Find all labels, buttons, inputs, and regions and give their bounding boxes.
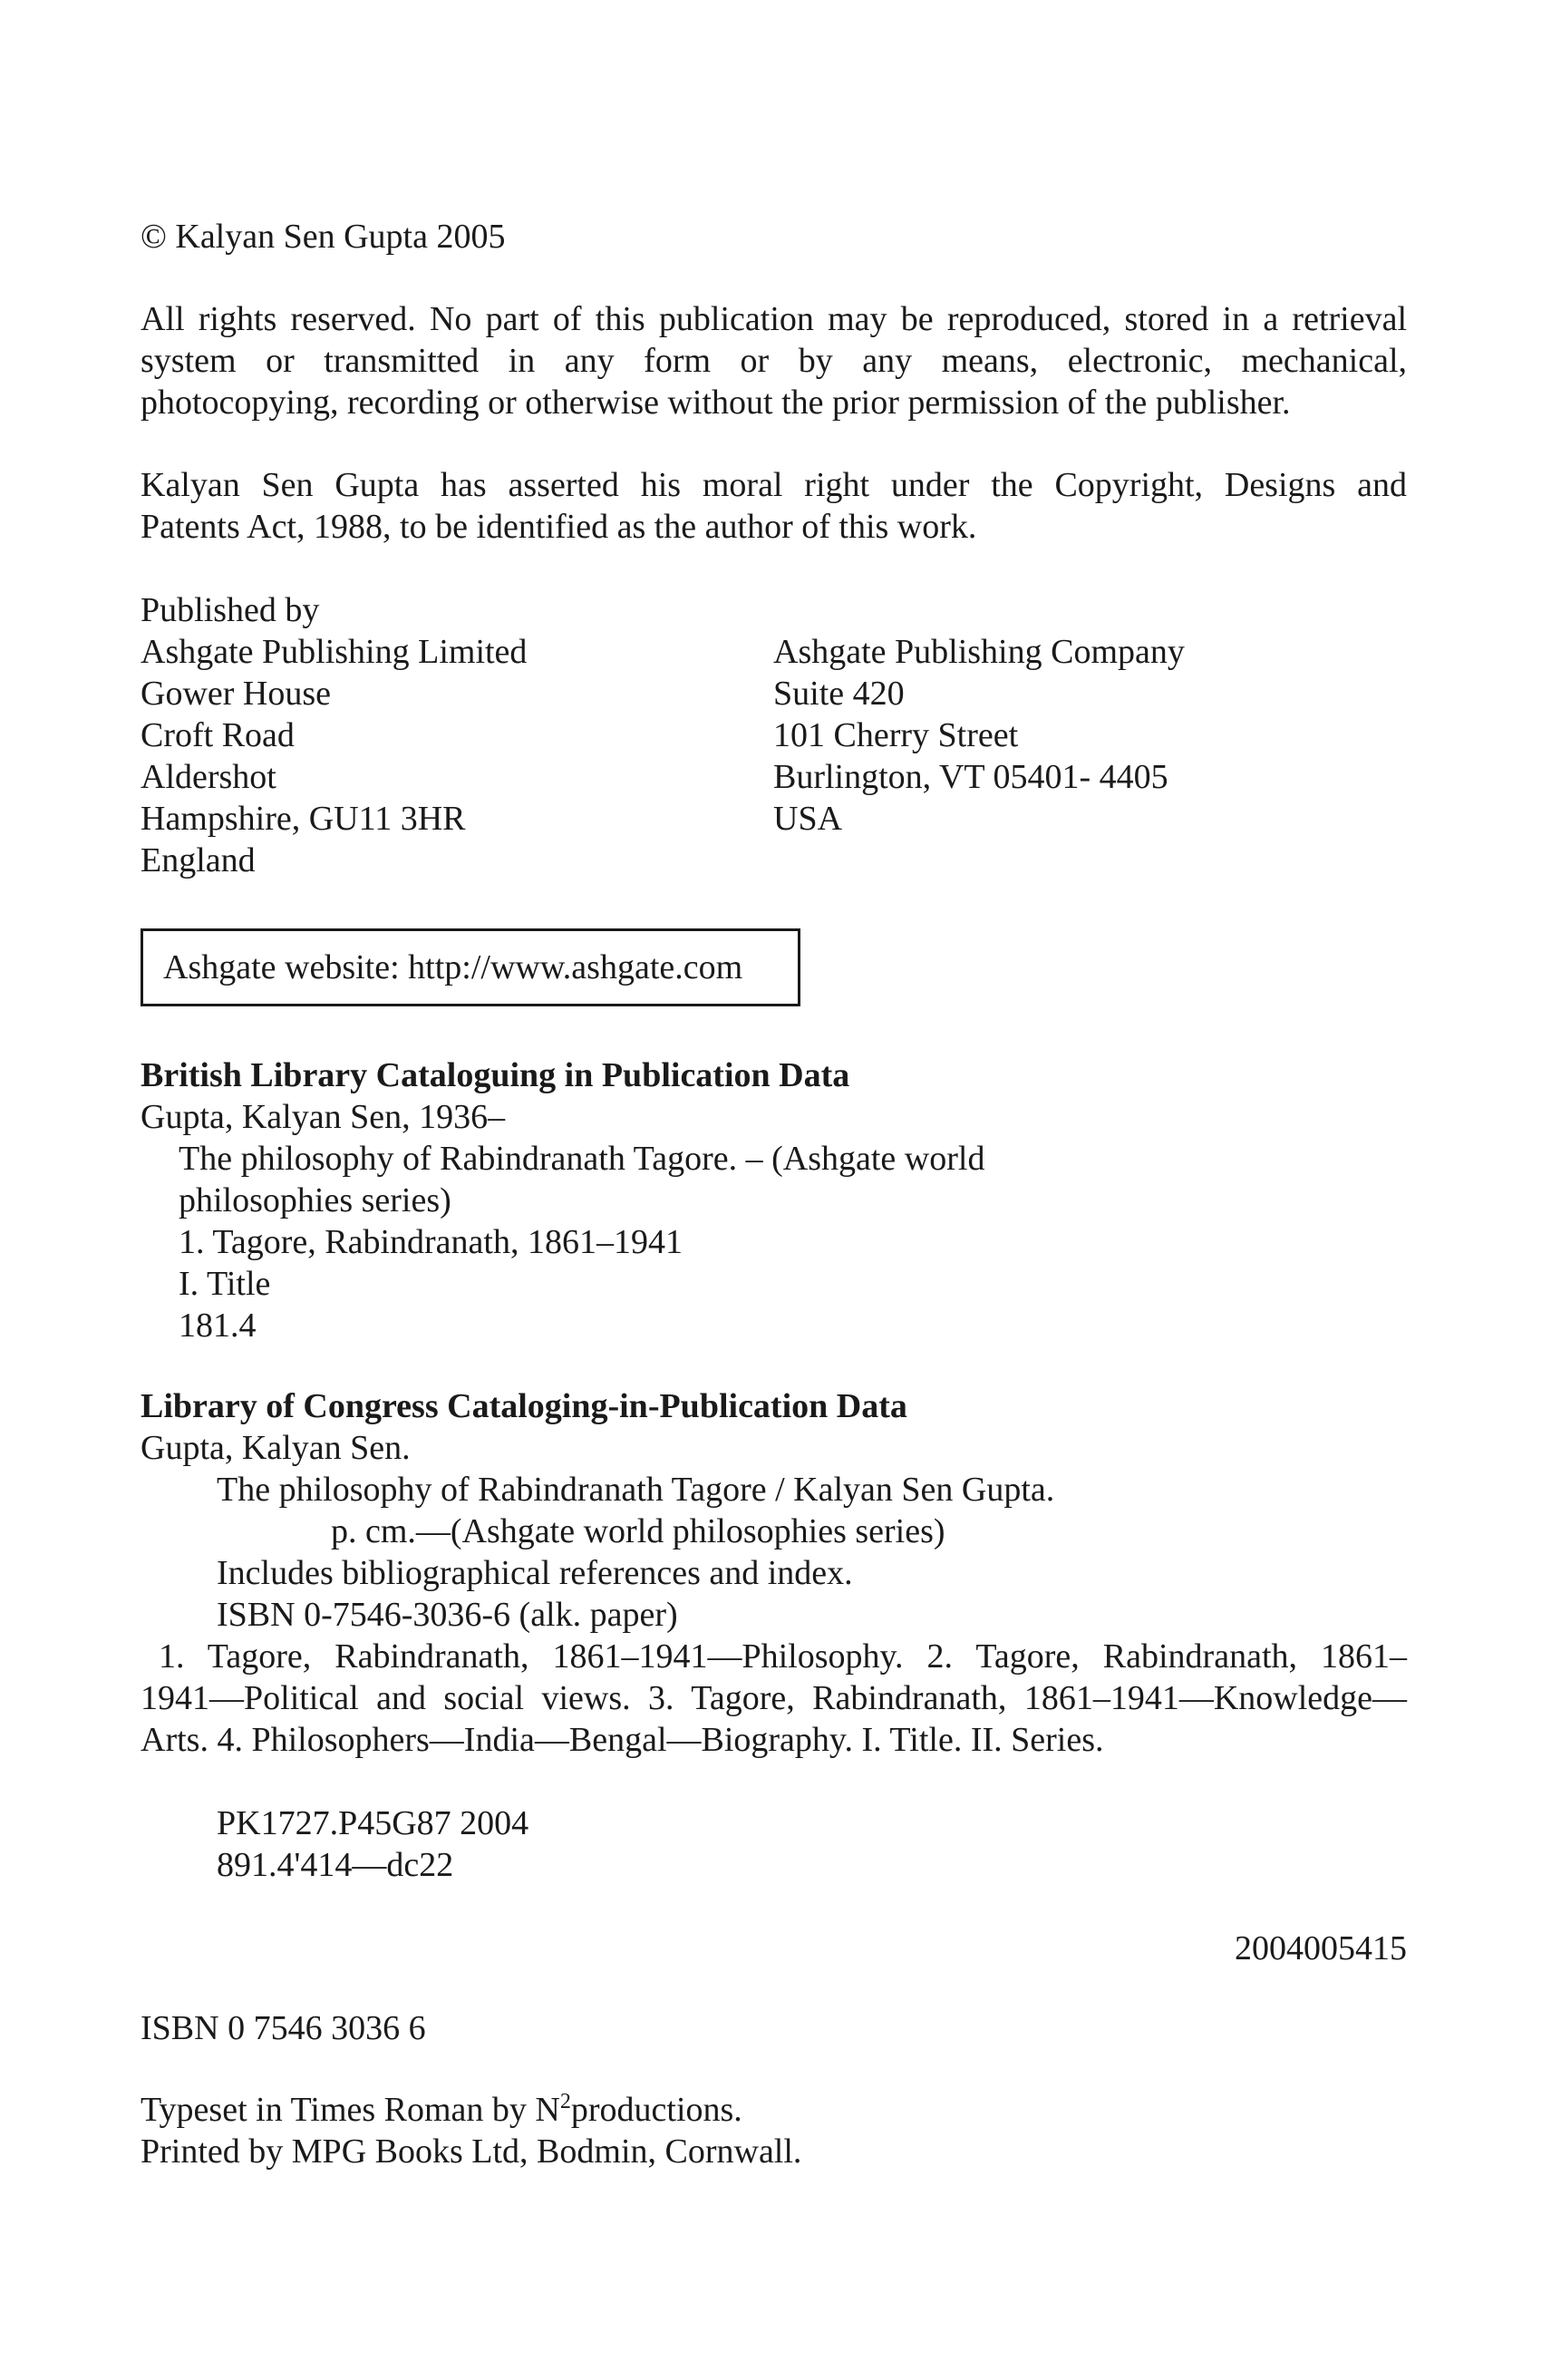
typeset-text-end: productions. (570, 2091, 742, 2129)
rights-line: photocopying, recording or otherwise without the prior permission of the publisher. (141, 384, 1291, 422)
bl-classification: 181.4 (179, 1307, 257, 1345)
typeset-line (141, 2089, 1407, 2131)
address-line: Ashgate Publishing Company (773, 633, 1185, 671)
isbn-line: ISBN 0 7546 3036 6 (141, 2009, 426, 2047)
us-address (773, 631, 1185, 840)
address-line: Aldershot (141, 758, 276, 796)
isbn-section (141, 2007, 1407, 2049)
loc-subjects: Arts. 4. Philosophers—India—Bengal—Biography. I. Title. II. Series. (141, 1721, 1104, 1759)
address-line: Suite 420 (773, 675, 905, 713)
moral-rights-line: Kalyan Sen Gupta has asserted his moral right under the Copyright, Designs and (141, 466, 1407, 504)
loc-author: Gupta, Kalyan Sen. (141, 1429, 411, 1467)
copyright-notice: © Kalyan Sen Gupta 2005 (141, 218, 506, 256)
address-line: Croft Road (141, 716, 295, 754)
bl-heading: British Library Cataloguing in Publication Data (141, 1056, 850, 1094)
rights-paragraph (141, 298, 1407, 423)
address-line: England (141, 841, 256, 879)
loc-subjects: 1941—Political and social views. 3. Tagore, Rabindranath, 1861–1941—Knowledge— (141, 1679, 1407, 1717)
address-line: USA (773, 800, 843, 838)
rights-line: All rights reserved. No part of this publication may be reproduced, stored in a retrieval (141, 300, 1407, 338)
address-line: Burlington, VT 05401- 4405 (773, 758, 1168, 796)
typeset-text: Typeset in Times Roman by N (141, 2091, 560, 2129)
loc-dewey-number: 891.4'414—dc22 (217, 1846, 454, 1884)
published-by-label: Published by (141, 591, 320, 629)
moral-rights-paragraph (141, 464, 1407, 548)
uk-address (141, 631, 527, 881)
loc-control-number: 2004005415 (1235, 1929, 1407, 1967)
loc-isbn: ISBN 0-7546-3036-6 (alk. paper) (217, 1596, 678, 1634)
address-line: 101 Cherry Street (773, 716, 1019, 754)
bl-cataloguing-section (141, 1054, 1407, 1346)
rights-line: system or transmitted in any form or by any means, electronic, mechanical, (141, 342, 1407, 380)
loc-notes: Includes bibliographical references and index. (217, 1554, 853, 1592)
website-box: Ashgate website: http://www.ashgate.com (141, 928, 800, 1006)
bl-title-cont: philosophies series) (179, 1181, 451, 1219)
loc-title: The philosophy of Rabindranath Tagore / Kalyan Sen Gupta. (217, 1471, 1055, 1509)
spacer (141, 1761, 1407, 1802)
production-section (141, 2089, 1407, 2172)
moral-rights-line: Patents Act, 1988, to be identified as the author of this work. (141, 508, 977, 546)
address-line: Hampshire, GU11 3HR (141, 800, 466, 838)
bl-title-entry: I. Title (179, 1265, 271, 1303)
bl-subject: 1. Tagore, Rabindranath, 1861–1941 (179, 1223, 683, 1261)
bl-title: The philosophy of Rabindranath Tagore. – (Ashgate world (179, 1140, 985, 1178)
loc-heading: Library of Congress Cataloging-in-Publication Data (141, 1387, 907, 1425)
publisher-section (141, 589, 1407, 881)
loc-call-number: PK1727.P45G87 2004 (217, 1804, 529, 1842)
bl-author: Gupta, Kalyan Sen, 1936– (141, 1098, 506, 1136)
address-line: Gower House (141, 675, 332, 713)
loc-physical-description: p. cm.—(Ashgate world philosophies series) (331, 1512, 945, 1550)
loc-subjects: 1. Tagore, Rabindranath, 1861–1941—Philosophy. 2. Tagore, Rabindranath, 1861– (159, 1637, 1407, 1676)
typeset-superscript: 2 (559, 2090, 571, 2113)
loc-cataloging-section (141, 1385, 1407, 1969)
printed-by-line: Printed by MPG Books Ltd, Bodmin, Cornwall. (141, 2132, 802, 2171)
copyright-line (141, 216, 1407, 257)
address-line: Ashgate Publishing Limited (141, 633, 528, 671)
spacer (141, 1886, 1407, 1928)
